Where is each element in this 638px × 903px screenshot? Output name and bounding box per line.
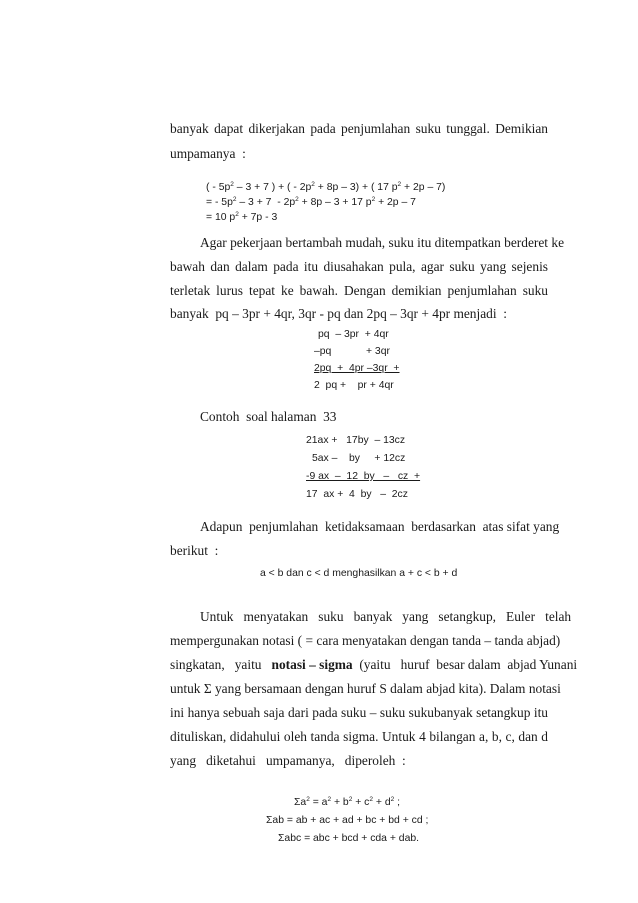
para4-line-3: singkatan, yaitu notasi – sigma (yaitu huruf besar dalam abjad Yunani (170, 657, 578, 672)
para3-line-2: berikut : (170, 543, 219, 558)
sum1-row-4: 2 pq + pr + 4qr (314, 380, 394, 391)
para4-line-5: ini hanya sebuah saja dari pada suku – suku sukubanyak setangkup itu (170, 705, 548, 720)
sum2-row-2: 5ax – by + 12cz (312, 453, 406, 464)
example1-row-2: = - $5p^2 - 3 + 7 - 2p^2 + 8p - 3 + 17$ $p^2 + 2p - 7$ (206, 196, 416, 208)
sigma-row-1: $\Sigma a^2 = a^2 + b^2 + c^2 + d^2$ ; (294, 796, 401, 808)
sum2-row-1: 21ax + 17by – 13cz (306, 435, 406, 446)
sigma-row-2: Σab = ab + ac + ad + bc + bd + cd ; (266, 815, 429, 826)
para4-line-6: dituliskan, didahului oleh tanda sigma. Untuk 4 bilangan a, b, c, dan d (170, 729, 548, 744)
para3-formula: a < b dan c < d menghasilkan a + c < b + d (260, 568, 458, 579)
sum1-row-3: 2pq + 4pr –3qr + (314, 363, 400, 374)
contoh-heading: Contoh soal halaman 33 (200, 409, 337, 424)
para4-line-7: yang diketahui umpamanya, diperoleh : (170, 753, 406, 768)
para3-line-1: Adapun penjumlahan ketidaksamaan berdasarkan atas sifat yang (200, 519, 560, 534)
para2-line-3: terletak lurus tepat ke bawah. Dengan demikian penjumlahan suku (170, 283, 548, 298)
intro-line-2: umpamanya : (170, 146, 246, 161)
para2-line-2: bawah dan dalam pada itu diusahakan pula, agar suku yang sejenis (170, 259, 548, 274)
para2-line-1: Agar pekerjaan bertambah mudah, suku itu ditempatkan berderet ke (200, 235, 565, 250)
sum1-row-1: pq – 3pr + 4qr (318, 329, 389, 340)
para2-line-4: banyak pq – 3pr + 4qr, 3qr - pq dan 2pq – 3qr + 4pr menjadi : (170, 306, 507, 321)
intro-line-1: banyak dapat dikerjakan pada penjumlahan suku tunggal. Demikian (170, 121, 548, 136)
sum2-row-4: 17 ax + 4 by – 2cz (306, 489, 408, 500)
example1-row-3: = 10 $p^2 + 7p - 3$ (206, 211, 278, 223)
para4-line-4: untuk Σ yang bersamaan dengan huruf S dalam abjad kita). Dalam notasi (170, 681, 561, 696)
sum1-row-2: –pq + 3qr (314, 346, 390, 357)
example1-row-1: ( - $5p^2 - 3 + 7$ ) + ( - $2p^2 + 8p - 3$) + ( 17 $p^2 + 2p - 7$) (206, 181, 446, 193)
para4-line-2: mempergunakan notasi ( = cara menyatakan dengan tanda – tanda abjad) (170, 633, 561, 648)
notasi-sigma-term: notasi – sigma (271, 657, 353, 672)
para4-line-1: Untuk menyatakan suku banyak yang setangkup, Euler telah (200, 609, 572, 624)
sigma-row-3: Σabc = abc + bcd + cda + dab. (278, 833, 420, 844)
sum2-row-3: -9 ax – 12 by – cz + (306, 471, 421, 482)
